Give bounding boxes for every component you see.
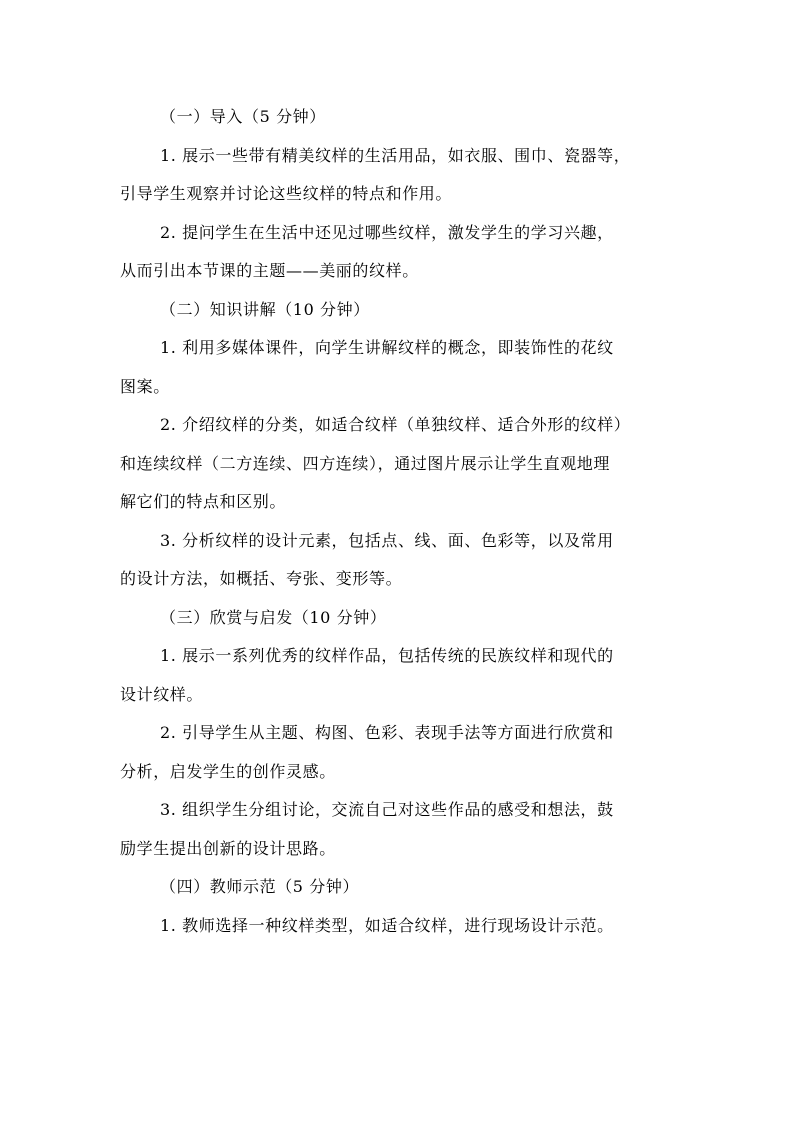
section-heading-appreciation: （三）欣赏与启发（10 分钟） [160,607,387,627]
section-heading-knowledge: （二）知识讲解（10 分钟） [160,299,370,319]
paragraph-line: 2. 引导学生从主题、构图、色彩、表现手法等方面进行欣赏和 [160,723,614,742]
paragraph-line: 图案。 [120,376,170,396]
paragraph-line: 3. 分析纹样的设计元素，包括点、线、面、色彩等，以及常用 [160,530,614,550]
paragraph-line: 引导学生观察并讨论这些纹样的特点和作用。 [120,184,453,203]
paragraph-line: 3. 组织学生分组讨论，交流自己对这些作品的感受和想法，鼓 [160,800,614,819]
paragraph-line: 分析，启发学生的创作灵感。 [120,761,336,781]
section-heading-intro: （一）导入（5 分钟） [160,107,326,126]
paragraph-line: 2. 介绍纹样的分类，如适合纹样（单独纹样、适合外形的纹样） [160,415,631,434]
paragraph-line: 2. 提问学生在生活中还见过哪些纹样，激发学生的学习兴趣， [160,222,614,242]
paragraph-line: 解它们的特点和区别。 [120,492,287,511]
paragraph-line: 和连续纹样（二方连续、四方连续），通过图片展示让学生直观地理 [120,453,611,473]
lesson-plan-body [120,98,680,945]
paragraph-line: 设计纹样。 [120,684,204,704]
paragraph-line: 1. 教师选择一种纹样类型，如适合纹样，进行现场设计示范。 [160,915,614,935]
paragraph-line: 1. 利用多媒体课件，向学生讲解纹样的概念，即装饰性的花纹 [160,338,614,357]
paragraph-line: 1. 展示一些带有精美纹样的生活用品，如衣服、围巾、瓷器等， [160,145,631,165]
paragraph-line: 励学生提出创新的设计思路。 [120,838,336,858]
paragraph-line: 的设计方法，如概括、夸张、变形等。 [120,569,403,588]
paragraph-line: 从而引出本节课的主题——美丽的纹样。 [120,261,419,280]
paragraph-line: 1. 展示一系列优秀的纹样作品，包括传统的民族纹样和现代的 [160,646,614,665]
section-heading-demonstration: （四）教师示范（5 分钟） [160,877,360,896]
